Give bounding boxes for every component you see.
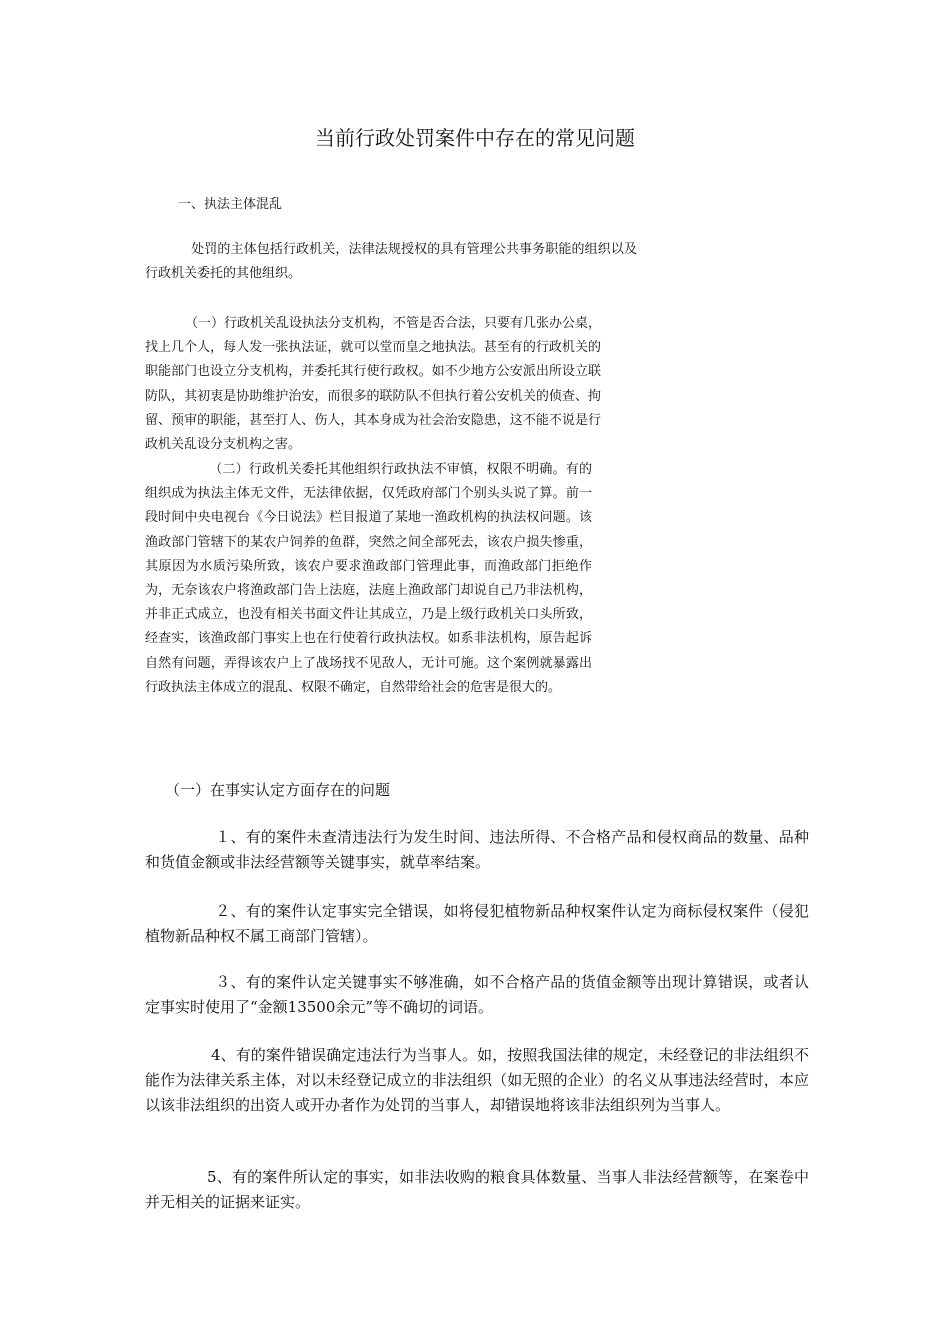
paragraph-2 [145,312,601,457]
section-heading-1: 一、执法主体混乱 [178,197,283,212]
list-item-5-text: 5、有的案件所认定的事实，如非法收购的粮食具体数量、当事人非法经营额等，在案卷中并无相关的证据来证实。 [145,1168,809,1211]
section-heading-2: （一）在事实认定方面存在的问题 [165,781,391,799]
paragraph-3-text: （二）行政机关委托其他组织行政执法不审慎，权限不明确。有的组织成为执法主体无文件，无法律依据，仅凭政府部门个别头头说了算。前一段时间中央电视台《今日说法》栏目报道了某地一渔政机构的执法权问题。该渔政部门管辖下的某农户饲养的鱼群，突然之间全部死去，该农户损失惨重，其原因为水质污染所致，该农户要求渔政部门管理此事，而渔政部门拒绝作为，无奈该农户将渔政部门告上法庭，法庭上渔政部门却说自己乃非法机构，并非正式成立，也没有相关书面文件让其成立，乃是上级行政机关口头所致，经查实，该渔政部门事实上也在行使着行政执法权。如系非法机构，原告起诉自然有问题，弄得该农户上了战场找不见敌人，无计可施。这个案例就暴露出行政执法主体成立的混乱、权限不确定，自然带给社会的危害是很大的。 [145,462,592,695]
list-item-5 [145,1165,809,1215]
list-item-2 [145,899,809,949]
list-item-4-text: 4、有的案件错误确定违法行为当事人。如，按照我国法律的规定，未经登记的非法组织不能作为法律关系主体，对以未经登记成立的非法组织（如无照的企业）的名义从事违法经营时，本应以该非法组织的出资人或开办者作为处罚的当事人，却错误地将该非法组织列为当事人。 [145,1046,809,1114]
paragraph-3 [145,458,592,700]
paragraph-1-text: 处罚的主体包括行政机关，法律法规授权的具有管理公共事务职能的组织以及行政机关委托的其他组织。 [145,242,637,282]
list-item-2-text: ２、有的案件认定事实完全错误，如将侵犯植物新品种权案件认定为商标侵权案件（侵犯植物新品种权不属工商部门管辖）。 [145,902,809,945]
list-item-3 [145,970,809,1020]
list-item-1 [145,825,809,875]
paragraph-2-text: （一）行政机关乱设执法分支机构，不管是否合法，只要有几张办公桌，找上几个人，每人发一张执法证，就可以堂而皇之地执法。甚至有的行政机关的职能部门也设立分支机构，并委托其行使行政权。如不少地方公安派出所设立联防队，其初衷是协助维护治安，而很多的联防队不但执行着公安机关的侦查、拘留、预审的职能，甚至打人、伤人，其本身成为社会治安隐患，这不能不说是行政机关乱设分支机构之害。 [145,316,602,453]
list-item-4 [145,1043,809,1118]
list-item-3-text: ３、有的案件认定关键事实不够准确，如不合格产品的货值金额等出现计算错误，或者认定事实时使用了“金额13500余元”等不确切的词语。 [145,973,809,1016]
list-item-1-text: １、有的案件未查清违法行为发生时间、违法所得、不合格产品和侵权商品的数量、品种和货值金额或非法经营额等关键事实，就草率结案。 [145,828,809,871]
paragraph-1 [145,238,637,286]
document-title: 当前行政处罚案件中存在的常见问题 [315,126,635,150]
